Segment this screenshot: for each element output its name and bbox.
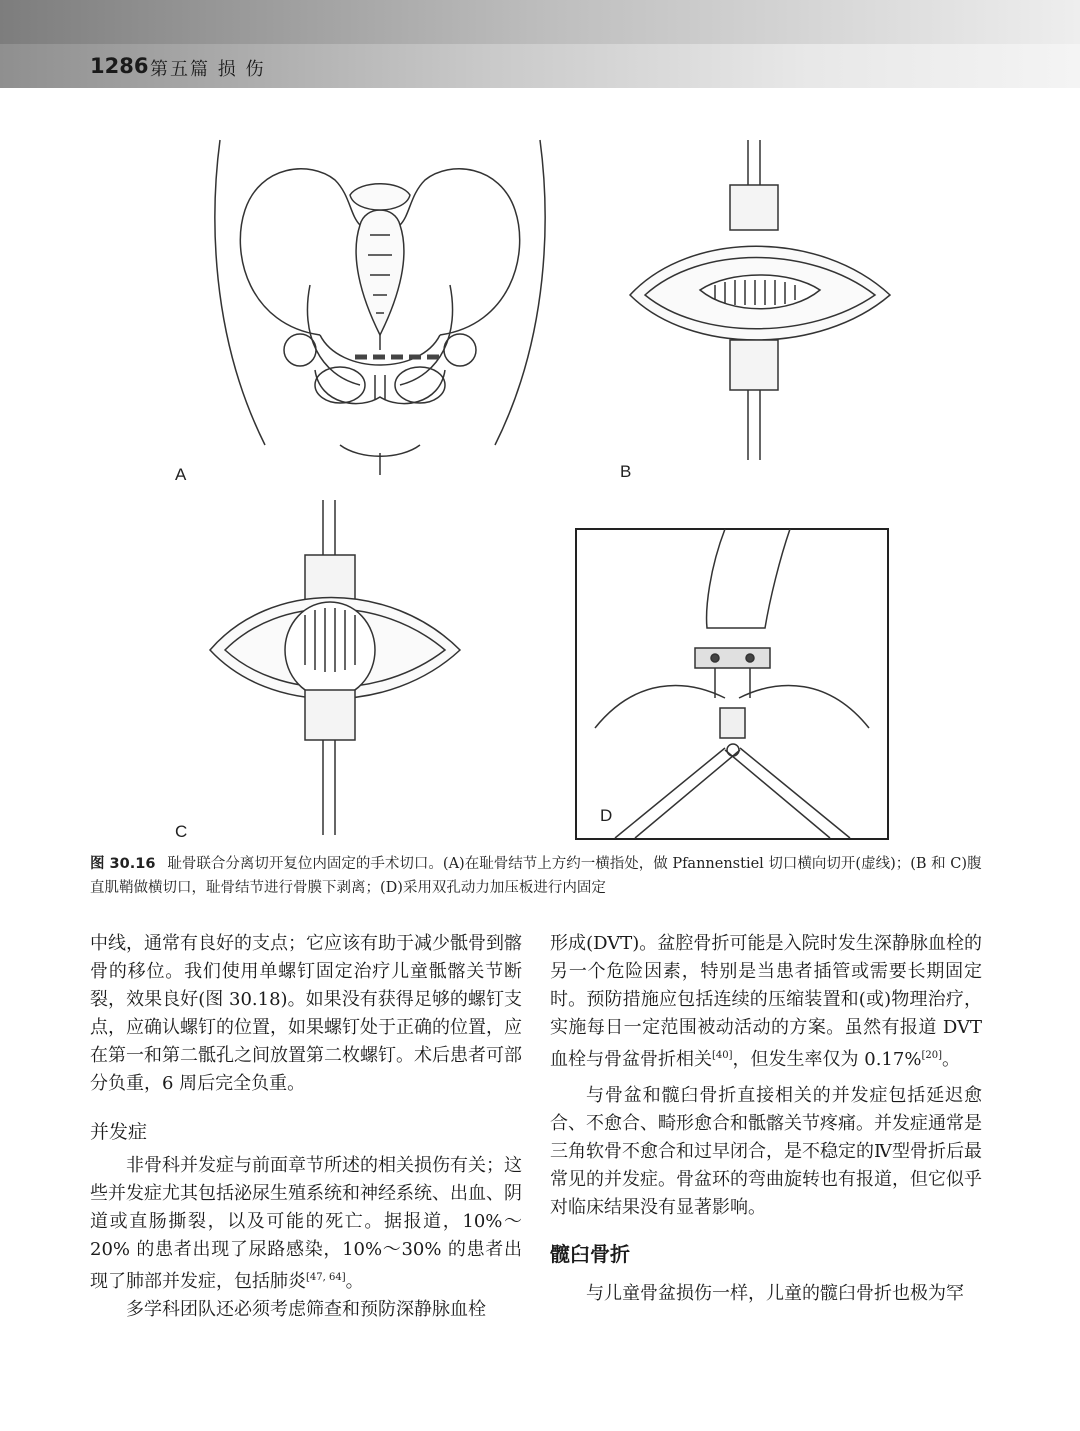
- citation-reference: [40]: [712, 1050, 733, 1061]
- page-number: 1286: [90, 54, 149, 78]
- panel-label-c: C: [175, 822, 188, 841]
- panel-label-a: A: [175, 465, 187, 484]
- citation-reference: [47, 64]: [306, 1272, 346, 1283]
- left-column: [90, 930, 522, 1324]
- incision-retractor-illustration-b: [610, 140, 910, 470]
- paragraph-text: 非骨科并发症与前面章节所述的相关损伤有关；这些并发症尤其包括泌尿生殖系统和神经系统、出血、阴道或直肠撕裂，以及可能的死亡。据报道，10%～20% 的患者出现了尿路感染，10%～30% 的患者出现了肺部并发症，包括肺炎: [90, 1155, 522, 1292]
- section-title: 第五篇 损 伤: [150, 59, 266, 80]
- plate-fixation-illustration: [575, 528, 889, 840]
- figure-caption: [90, 852, 990, 900]
- pelvis-illustration: [170, 135, 590, 475]
- paragraph: 与骨盆和髋臼骨折直接相关的并发症包括延迟愈合、不愈合、畸形愈合和骶髂关节疼痛。并发症通常是三角软骨不愈合和过早闭合，是不稳定的Ⅳ型骨折后最常见的并发症。骨盆环的弯曲旋转也有报道，但它似乎对临床结果没有显著影响。: [550, 1085, 982, 1218]
- right-column: [550, 930, 982, 1308]
- section-heading-acetabular-fracture: 髋臼骨折: [550, 1242, 630, 1266]
- citation-reference: [20]: [921, 1050, 942, 1061]
- paragraph-complications: [90, 1152, 522, 1296]
- paragraph: 中线，通常有良好的支点；它应该有助于减少骶骨到髂骨的移位。我们使用单螺钉固定治疗儿童骶髂关节断裂，效果良好(图 30.18)。如果没有获得足够的螺钉支点，应确认螺钉的位置，如果螺钉处于正确的位置，应在第一和第二骶孔之间放置第二枚螺钉。术后患者可部分负重，6 周后完全负重。: [90, 933, 522, 1094]
- panel-label-d: D: [600, 806, 613, 825]
- paragraph-end: 。: [345, 1271, 364, 1292]
- section-heading-complications: 并发症: [90, 1121, 148, 1143]
- incision-retractor-illustration-c: [170, 500, 470, 835]
- figure-panel-c: [170, 500, 470, 841]
- figure-panel-a: [170, 135, 590, 484]
- figure-panel-b: [610, 140, 910, 481]
- figure-caption-text: 耻骨联合分离切开复位内固定的手术切口。(A)在耻骨结节上方约一横指处，做 Pfannenstiel 切口横向切开(虚线)；(B 和 C)腹直肌鞘做横切口，耻骨结节进行骨膜下剥离；(D)采用双孔动力加压板进行内固定: [90, 856, 982, 896]
- paragraph: 与儿童骨盆损伤一样，儿童的髋臼骨折也极为罕: [586, 1283, 964, 1304]
- panel-label-b: B: [620, 462, 632, 481]
- paragraph-end: 。: [941, 1049, 960, 1070]
- paragraph-text: ，但发生率仅为 0.17%: [732, 1049, 922, 1070]
- figure-panel-d: [575, 528, 889, 840]
- figure-number: 图 30.16: [90, 856, 156, 872]
- paragraph-text: 形成(DVT)。盆腔骨折可能是入院时发生深静脉血栓的另一个危险因素，特别是当患者插管或需要长期固定时。预防措施应包括连续的压缩装置和(或)物理治疗，实施每日一定范围被动活动的方案。虽然有报道 DVT 血栓与骨盆骨折相关: [550, 933, 982, 1070]
- paragraph-dvt: [550, 930, 982, 1074]
- paragraph: 多学科团队还必须考虑筛查和预防深静脉血栓: [126, 1299, 486, 1320]
- header-gradient-band: [0, 0, 1080, 44]
